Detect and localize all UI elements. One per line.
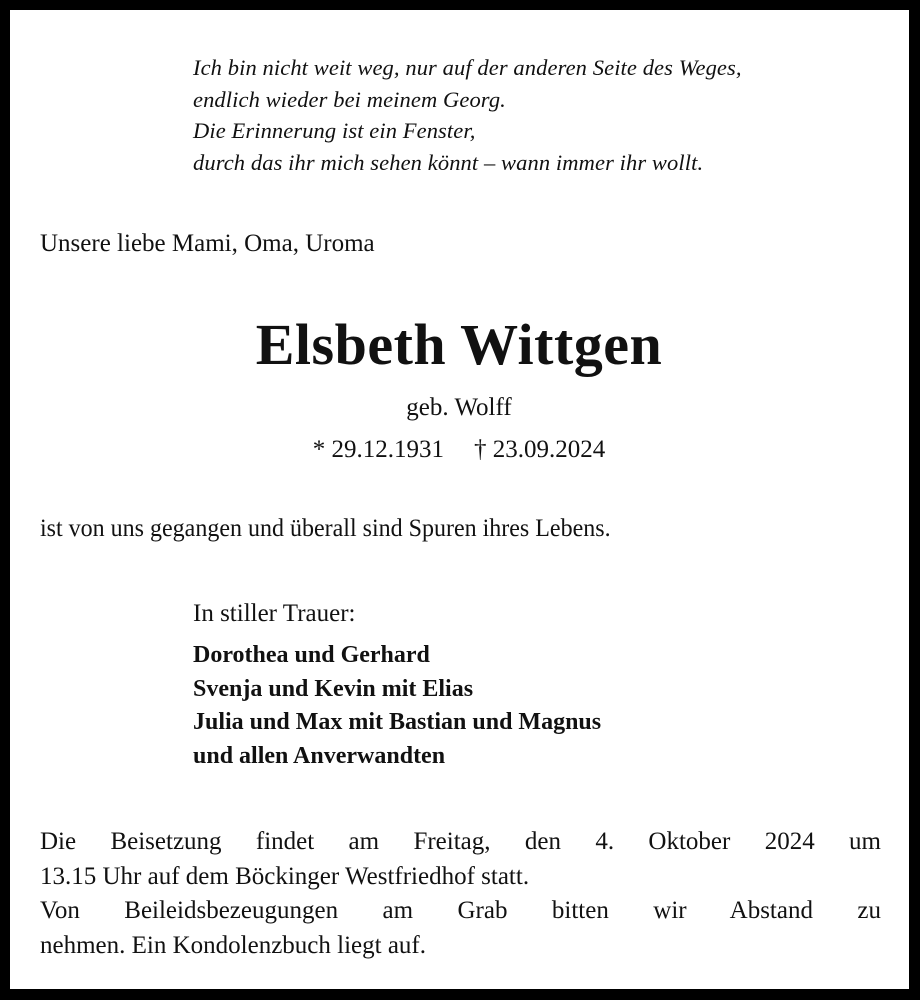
notice-line: Die Beisetzung findet am Freitag, den 4. Oktober 2024 um bbox=[40, 828, 881, 855]
poem-line: Ich bin nicht weit weg, nur auf der anderen Seite des Weges, bbox=[193, 55, 742, 80]
poem-line: Die Erinnerung ist ein Fenster, bbox=[193, 118, 476, 143]
mourner-entry: Julia und Max mit Bastian und Magnus bbox=[193, 709, 602, 735]
mourner-entry: Svenja und Kevin mit Elias bbox=[193, 675, 474, 702]
death-date: † 23.09.2024 bbox=[474, 436, 606, 463]
deceased-name: Elsbeth Wittgen bbox=[255, 312, 663, 377]
notice-line: nehmen. Ein Kondolenzbuch liegt auf. bbox=[40, 931, 426, 959]
notice-line: 13.15 Uhr auf dem Böckinger Westfriedhof statt. bbox=[40, 862, 530, 890]
funeral-notice bbox=[40, 825, 881, 963]
poem-line: durch das ihr mich sehen könnt – wann immer ihr wollt. bbox=[193, 149, 704, 175]
poem-quote bbox=[193, 52, 742, 178]
life-dates bbox=[10, 434, 908, 466]
intro-text: Unsere liebe Mami, Oma, Uroma bbox=[40, 230, 375, 257]
mourner-entry: und allen Anverwandten bbox=[193, 742, 446, 769]
mourners-list bbox=[193, 639, 601, 773]
mourners-label: In stiller Trauer: bbox=[193, 600, 356, 627]
birth-date: * 29.12.1931 bbox=[312, 436, 444, 463]
passing-text: ist von uns gegangen und überall sind Spuren ihres Lebens. bbox=[40, 515, 611, 542]
poem-line: endlich wieder bei meinem Georg. bbox=[193, 86, 506, 112]
maiden-name: geb. Wolff bbox=[406, 394, 512, 421]
mourner-entry: Dorothea und Gerhard bbox=[193, 642, 430, 668]
notice-line: Von Beileidsbezeugungen am Grab bitten wir Abstand zu bbox=[40, 897, 881, 924]
